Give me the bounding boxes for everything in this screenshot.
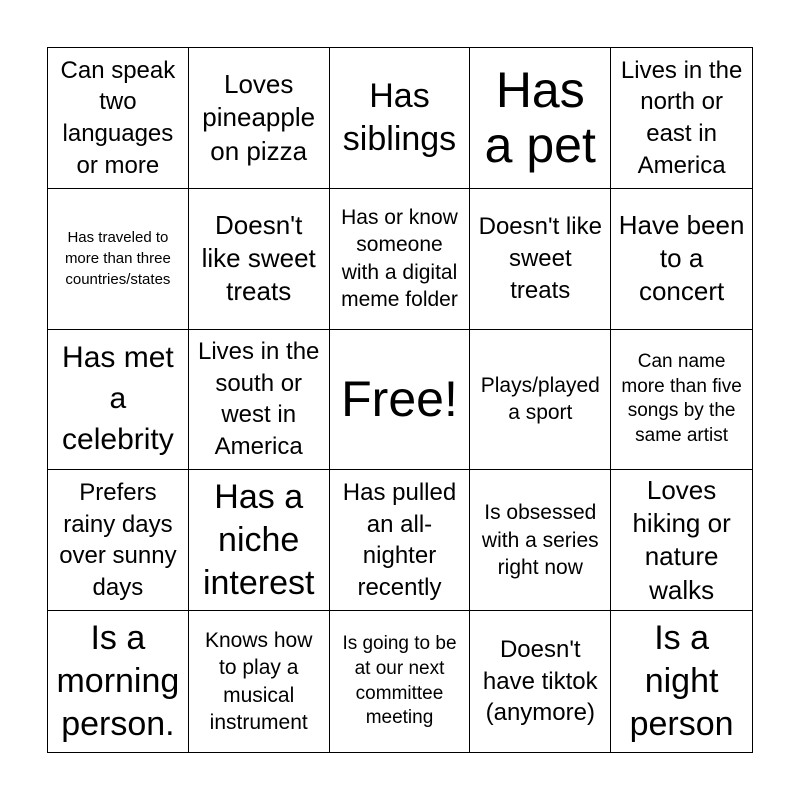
bingo-cell[interactable]: Has a pet <box>470 48 611 189</box>
bingo-cell[interactable]: Has met a celebrity <box>48 330 189 471</box>
bingo-cell[interactable]: Doesn't like sweet treats <box>470 189 611 330</box>
bingo-cell[interactable]: Has or know someone with a digital meme folder <box>330 189 471 330</box>
bingo-cell[interactable]: Has siblings <box>330 48 471 189</box>
bingo-board <box>47 47 753 753</box>
bingo-cell-free[interactable]: Free! <box>330 330 471 471</box>
bingo-cell[interactable]: Is going to be at our next committee meeting <box>330 611 471 752</box>
bingo-cell[interactable]: Lives in the south or west in America <box>189 330 330 471</box>
bingo-cell[interactable]: Is obsessed with a series right now <box>470 470 611 611</box>
bingo-cell[interactable]: Doesn't have tiktok (anymore) <box>470 611 611 752</box>
bingo-cell[interactable]: Knows how to play a musical instrument <box>189 611 330 752</box>
bingo-cell[interactable]: Have been to a concert <box>611 189 752 330</box>
bingo-cell[interactable]: Doesn't like sweet treats <box>189 189 330 330</box>
bingo-cell[interactable]: Can speak two languages or more <box>48 48 189 189</box>
bingo-cell[interactable]: Is a morning person. <box>48 611 189 752</box>
bingo-cell[interactable]: Loves pineapple on pizza <box>189 48 330 189</box>
bingo-cell[interactable]: Is a night person <box>629 618 734 744</box>
bingo-cell[interactable]: Loves hiking or nature walks <box>611 470 752 611</box>
bingo-cell[interactable]: Lives in the north or east in America <box>611 48 752 189</box>
bingo-cell[interactable]: Can name more than five songs by the same artist <box>611 330 752 471</box>
bingo-cell[interactable]: Plays/played a sport <box>470 330 611 471</box>
bingo-cell[interactable]: Has traveled to more than three countries/states <box>48 189 189 330</box>
bingo-cell[interactable]: Prefers rainy days over sunny days <box>48 470 189 611</box>
bingo-cell[interactable]: Has a niche interest <box>189 470 330 611</box>
bingo-cell[interactable]: Has pulled an all-nighter recently <box>330 470 471 611</box>
